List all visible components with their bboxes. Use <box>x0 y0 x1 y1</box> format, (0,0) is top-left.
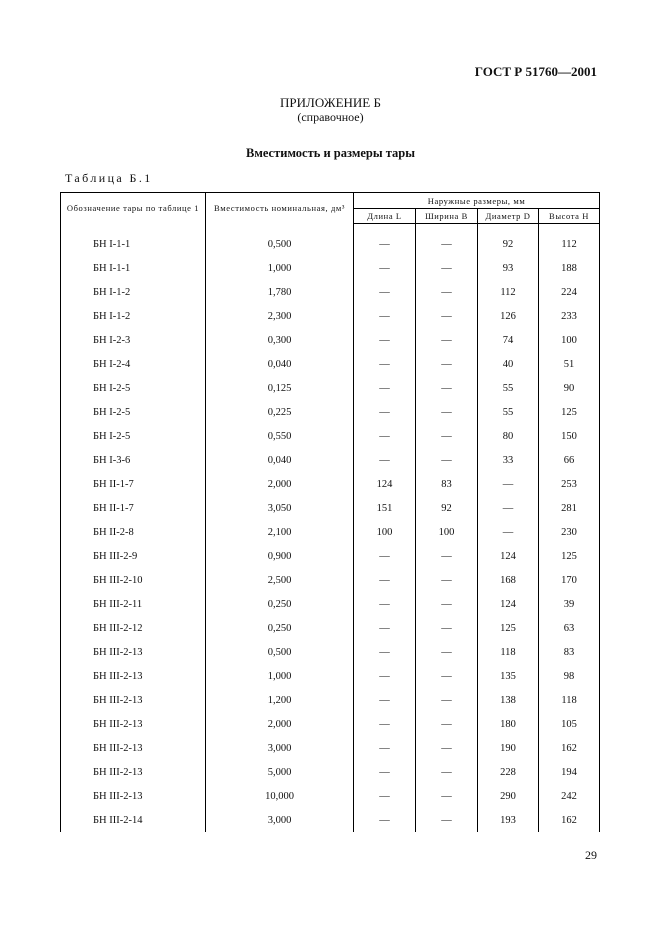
cell-width: — <box>416 616 478 640</box>
section-title: Вместимость и размеры тары <box>246 146 415 160</box>
cell-diameter: — <box>478 472 539 496</box>
cell-length: — <box>354 328 416 352</box>
cell-width: 92 <box>416 496 478 520</box>
table-header <box>61 193 600 224</box>
cell-height: 98 <box>539 664 600 688</box>
cell-diameter: 80 <box>478 424 539 448</box>
cell-height: 230 <box>539 520 600 544</box>
cell-designation: БН III-2-9 <box>61 544 206 568</box>
table-row <box>61 496 600 520</box>
cell-capacity: 1,000 <box>206 256 354 280</box>
cell-designation: БН I-2-5 <box>61 376 206 400</box>
cell-width: — <box>416 328 478 352</box>
appendix-heading <box>0 96 661 124</box>
table-row <box>61 688 600 712</box>
table-row <box>61 328 600 352</box>
cell-length: — <box>354 544 416 568</box>
cell-width: — <box>416 664 478 688</box>
cell-diameter: — <box>478 520 539 544</box>
cell-height: 105 <box>539 712 600 736</box>
cell-length: — <box>354 448 416 472</box>
cell-capacity: 3,000 <box>206 736 354 760</box>
table-row <box>61 544 600 568</box>
cell-height: 100 <box>539 328 600 352</box>
cell-width: — <box>416 760 478 784</box>
table-row <box>61 760 600 784</box>
header-outer-dimensions: Наружные размеры, мм <box>354 193 600 209</box>
cell-length: — <box>354 616 416 640</box>
cell-designation: БН I-2-4 <box>61 352 206 376</box>
cell-capacity: 0,040 <box>206 448 354 472</box>
cell-diameter: 124 <box>478 544 539 568</box>
cell-height: 188 <box>539 256 600 280</box>
cell-width: — <box>416 568 478 592</box>
header-height: Высота H <box>539 209 600 224</box>
cell-height: 194 <box>539 760 600 784</box>
table-row <box>61 256 600 280</box>
cell-diameter: 33 <box>478 448 539 472</box>
table-row <box>61 640 600 664</box>
cell-capacity: 1,780 <box>206 280 354 304</box>
table-row <box>61 568 600 592</box>
table-row <box>61 280 600 304</box>
cell-capacity: 0,040 <box>206 352 354 376</box>
cell-width: — <box>416 784 478 808</box>
cell-height: 253 <box>539 472 600 496</box>
cell-diameter: 92 <box>478 232 539 256</box>
table-row <box>61 472 600 496</box>
cell-length: — <box>354 808 416 832</box>
cell-capacity: 0,300 <box>206 328 354 352</box>
cell-width: — <box>416 352 478 376</box>
cell-height: 281 <box>539 496 600 520</box>
cell-capacity: 0,500 <box>206 640 354 664</box>
cell-height: 51 <box>539 352 600 376</box>
cell-designation: БН II-2-8 <box>61 520 206 544</box>
page-number: 29 <box>585 848 597 862</box>
appendix-title: ПРИЛОЖЕНИЕ Б <box>280 95 381 110</box>
cell-designation: БН III-2-13 <box>61 688 206 712</box>
table-row <box>61 664 600 688</box>
cell-capacity: 2,300 <box>206 304 354 328</box>
header-designation: Обозначение тары по таблице 1 <box>61 193 206 224</box>
cell-designation: БН II-1-7 <box>61 496 206 520</box>
cell-diameter: 74 <box>478 328 539 352</box>
cell-diameter: 190 <box>478 736 539 760</box>
cell-diameter: 180 <box>478 712 539 736</box>
cell-designation: БН I-2-5 <box>61 400 206 424</box>
cell-designation: БН I-1-1 <box>61 232 206 256</box>
table-row <box>61 400 600 424</box>
cell-capacity: 1,200 <box>206 688 354 712</box>
cell-height: 83 <box>539 640 600 664</box>
header-length: Длина L <box>354 209 416 224</box>
cell-length: — <box>354 664 416 688</box>
cell-height: 125 <box>539 400 600 424</box>
cell-width: — <box>416 232 478 256</box>
table-row <box>61 736 600 760</box>
cell-height: 63 <box>539 616 600 640</box>
capacity-table-container <box>60 192 599 832</box>
table-row <box>61 520 600 544</box>
cell-diameter: 168 <box>478 568 539 592</box>
header-width: Ширина B <box>416 209 478 224</box>
cell-height: 162 <box>539 736 600 760</box>
cell-diameter: 118 <box>478 640 539 664</box>
cell-width: — <box>416 424 478 448</box>
cell-width: — <box>416 688 478 712</box>
cell-length: 124 <box>354 472 416 496</box>
cell-width: — <box>416 304 478 328</box>
cell-capacity: 0,125 <box>206 376 354 400</box>
cell-capacity: 0,550 <box>206 424 354 448</box>
cell-designation: БН III-2-13 <box>61 712 206 736</box>
cell-height: 233 <box>539 304 600 328</box>
cell-capacity: 3,000 <box>206 808 354 832</box>
cell-designation: БН III-2-13 <box>61 640 206 664</box>
cell-width: — <box>416 640 478 664</box>
cell-designation: БН I-2-5 <box>61 424 206 448</box>
header-capacity: Вместимость номинальная, дм³ <box>206 193 354 224</box>
cell-diameter: 138 <box>478 688 539 712</box>
table-row <box>61 712 600 736</box>
cell-designation: БН III-2-10 <box>61 568 206 592</box>
cell-designation: БН I-1-2 <box>61 304 206 328</box>
cell-capacity: 10,000 <box>206 784 354 808</box>
cell-capacity: 5,000 <box>206 760 354 784</box>
cell-length: 100 <box>354 520 416 544</box>
cell-diameter: 55 <box>478 400 539 424</box>
cell-diameter: 290 <box>478 784 539 808</box>
cell-diameter: 228 <box>478 760 539 784</box>
cell-capacity: 1,000 <box>206 664 354 688</box>
cell-width: — <box>416 544 478 568</box>
cell-length: — <box>354 232 416 256</box>
table-row <box>61 352 600 376</box>
cell-length: — <box>354 376 416 400</box>
cell-designation: БН I-1-2 <box>61 280 206 304</box>
cell-designation: БН I-3-6 <box>61 448 206 472</box>
cell-capacity: 3,050 <box>206 496 354 520</box>
cell-height: 125 <box>539 544 600 568</box>
cell-capacity: 2,100 <box>206 520 354 544</box>
cell-capacity: 0,500 <box>206 232 354 256</box>
cell-length: — <box>354 592 416 616</box>
cell-diameter: 125 <box>478 616 539 640</box>
cell-designation: БН III-2-14 <box>61 808 206 832</box>
cell-designation: БН I-1-1 <box>61 256 206 280</box>
cell-diameter: — <box>478 496 539 520</box>
cell-diameter: 126 <box>478 304 539 328</box>
table-row <box>61 424 600 448</box>
cell-length: — <box>354 688 416 712</box>
cell-length: — <box>354 760 416 784</box>
cell-height: 118 <box>539 688 600 712</box>
cell-height: 242 <box>539 784 600 808</box>
cell-height: 90 <box>539 376 600 400</box>
table-row <box>61 232 600 256</box>
cell-length: — <box>354 568 416 592</box>
cell-designation: БН III-2-13 <box>61 664 206 688</box>
cell-length: — <box>354 304 416 328</box>
cell-width: — <box>416 256 478 280</box>
cell-designation: БН III-2-12 <box>61 616 206 640</box>
cell-diameter: 124 <box>478 592 539 616</box>
table-row <box>61 616 600 640</box>
cell-designation: БН III-2-13 <box>61 760 206 784</box>
cell-length: — <box>354 280 416 304</box>
table-label: Таблица Б.1 <box>65 171 153 185</box>
document-standard-number: ГОСТ Р 51760—2001 <box>474 64 597 79</box>
cell-height: 112 <box>539 232 600 256</box>
table-row <box>61 376 600 400</box>
table-body <box>61 232 600 832</box>
cell-height: 162 <box>539 808 600 832</box>
cell-height: 150 <box>539 424 600 448</box>
table-row <box>61 592 600 616</box>
cell-diameter: 135 <box>478 664 539 688</box>
cell-width: — <box>416 400 478 424</box>
cell-capacity: 2,500 <box>206 568 354 592</box>
table-row <box>61 808 600 832</box>
appendix-subtitle: (справочное) <box>297 110 364 124</box>
cell-length: — <box>354 400 416 424</box>
capacity-dimensions-table <box>60 192 600 832</box>
cell-width: — <box>416 280 478 304</box>
cell-capacity: 0,225 <box>206 400 354 424</box>
cell-designation: БН III-2-13 <box>61 736 206 760</box>
cell-length: — <box>354 784 416 808</box>
cell-height: 170 <box>539 568 600 592</box>
cell-designation: БН I-2-3 <box>61 328 206 352</box>
cell-designation: БН III-2-13 <box>61 784 206 808</box>
header-spacer <box>61 224 600 233</box>
cell-designation: БН II-1-7 <box>61 472 206 496</box>
cell-capacity: 2,000 <box>206 712 354 736</box>
cell-length: — <box>354 640 416 664</box>
cell-designation: БН III-2-11 <box>61 592 206 616</box>
cell-width: 83 <box>416 472 478 496</box>
cell-diameter: 193 <box>478 808 539 832</box>
cell-length: — <box>354 736 416 760</box>
table-row <box>61 304 600 328</box>
cell-length: — <box>354 712 416 736</box>
table-row <box>61 784 600 808</box>
cell-length: — <box>354 256 416 280</box>
cell-width: — <box>416 376 478 400</box>
cell-diameter: 55 <box>478 376 539 400</box>
cell-width: — <box>416 712 478 736</box>
cell-width: 100 <box>416 520 478 544</box>
cell-height: 39 <box>539 592 600 616</box>
table-row <box>61 448 600 472</box>
cell-diameter: 40 <box>478 352 539 376</box>
cell-width: — <box>416 736 478 760</box>
cell-capacity: 0,900 <box>206 544 354 568</box>
cell-width: — <box>416 808 478 832</box>
header-diameter: Диаметр D <box>478 209 539 224</box>
cell-length: — <box>354 424 416 448</box>
cell-diameter: 112 <box>478 280 539 304</box>
cell-height: 66 <box>539 448 600 472</box>
cell-capacity: 0,250 <box>206 592 354 616</box>
cell-capacity: 2,000 <box>206 472 354 496</box>
cell-width: — <box>416 592 478 616</box>
cell-length: — <box>354 352 416 376</box>
cell-width: — <box>416 448 478 472</box>
cell-length: 151 <box>354 496 416 520</box>
cell-capacity: 0,250 <box>206 616 354 640</box>
cell-height: 224 <box>539 280 600 304</box>
cell-diameter: 93 <box>478 256 539 280</box>
